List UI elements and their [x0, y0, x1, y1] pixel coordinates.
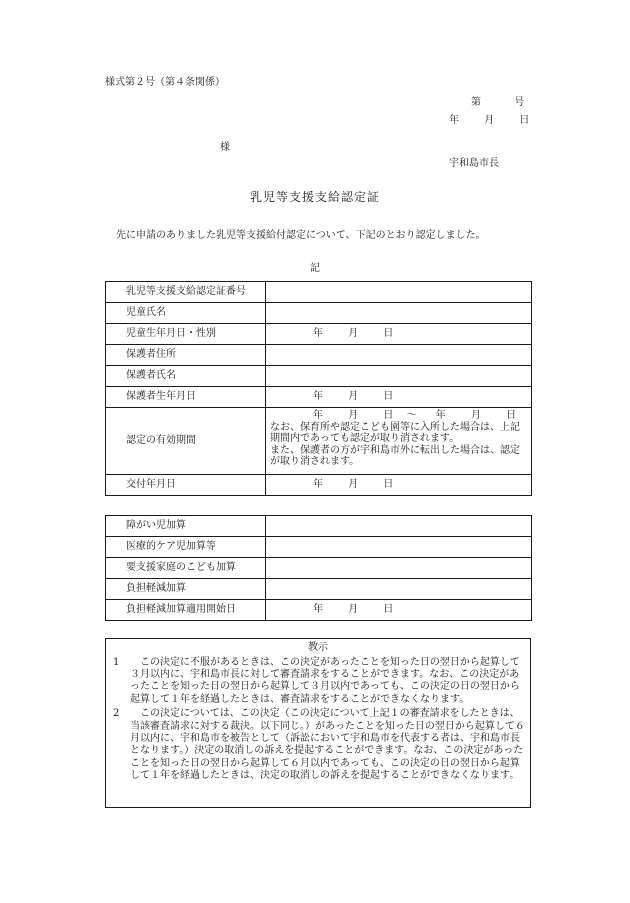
- issuer: 宇和島市長: [449, 158, 499, 169]
- guardian-address-value: [266, 345, 532, 366]
- date-month: 月: [470, 410, 481, 421]
- date-month: 月: [348, 390, 359, 402]
- burden-reduction-value: [266, 579, 532, 600]
- kyoji-title: 教示: [308, 642, 328, 653]
- medical-care-addition-value: [266, 537, 532, 558]
- kyoji-item-number: 1: [113, 656, 120, 668]
- certificate-number-value: [266, 282, 532, 303]
- guardian-birthdate-value: [266, 387, 532, 408]
- date-year: 年: [313, 390, 323, 402]
- row-label: 保護者住所: [106, 345, 266, 366]
- table-row: [106, 303, 532, 324]
- certificate-table: [105, 281, 532, 496]
- table-row: [106, 282, 532, 303]
- date-placeholder: [313, 604, 393, 617]
- table-row: [106, 345, 532, 366]
- doc-date-year: 年: [449, 115, 459, 126]
- date-year: 年: [313, 410, 323, 421]
- ki-label: 記: [310, 263, 320, 274]
- child-name-value: [266, 303, 532, 324]
- date-day: 日: [383, 603, 394, 615]
- validity-value: [266, 408, 532, 475]
- row-label: 交付年月日: [106, 475, 266, 496]
- table-row: [106, 537, 532, 558]
- date-month: 月: [348, 327, 359, 339]
- date-year: 年: [313, 603, 323, 615]
- table-row: [106, 408, 532, 475]
- addressee-suffix: 様: [220, 142, 230, 153]
- table-row: [106, 558, 532, 579]
- table-row: [106, 366, 532, 387]
- disability-addition-value: [266, 516, 532, 537]
- validity-dates: [270, 410, 527, 422]
- issue-date-value: [266, 475, 532, 496]
- kyoji-item-number: 2: [113, 708, 120, 720]
- validity-note-1: なお、保育所や認定こども園等に入所した場合は、上記期間内であっても認定が取り消されます。: [270, 421, 520, 445]
- guardian-name-value: [266, 366, 532, 387]
- date-month: 月: [348, 478, 359, 490]
- kyoji-item-1: [106, 657, 530, 707]
- date-year: 年: [435, 410, 446, 421]
- burden-reduction-start-value: [266, 600, 532, 621]
- doc-date-day: 日: [519, 115, 530, 126]
- doc-no-prefix: 第: [471, 97, 481, 108]
- date-year: 年: [313, 478, 323, 490]
- table-row: [106, 475, 532, 496]
- row-label: 児童氏名: [106, 303, 266, 324]
- row-label: 医療的ケア児加算等: [106, 537, 266, 558]
- date-day: 日: [383, 478, 394, 490]
- date-placeholder: [313, 328, 393, 341]
- document-number: [471, 97, 524, 110]
- date-day: 日: [383, 410, 394, 421]
- kyoji-item-text: この決定については、この決定（この決定について上記１の審査請求をしたときは、当該審査請求に対する裁決。以下同じ。）があったことを知った日の翌日から起算して６月以内に、宇和島市を被告として（訴訟において宇和島市を代表する者は、宇和島市長となります。）決定の取消しの訴えを提起することができます。なお、この決定があったことを知った日の翌日から起算して６月以内であっても、この決定の日の翌日から起算して１年を経過したときは、決定の取消しの訴えを提起することができなくなります。: [130, 708, 525, 782]
- date-month: 月: [348, 603, 359, 615]
- row-label: 児童生年月日・性別: [106, 324, 266, 345]
- table-row: [106, 324, 532, 345]
- date-placeholder: [313, 391, 393, 404]
- kyoji-box: [105, 638, 531, 808]
- date-day: 日: [506, 410, 517, 421]
- table-row: [106, 516, 532, 537]
- row-label: 障がい児加算: [106, 516, 266, 537]
- row-label: 負担軽減加算: [106, 579, 266, 600]
- table-row: [106, 579, 532, 600]
- table-row: [106, 387, 532, 408]
- doc-no-suffix: 号: [514, 97, 525, 108]
- validity-block: [266, 408, 531, 470]
- intro-text: 先に申請のありました乳児等支援給付認定について、下記のとおり認定しました。: [116, 230, 486, 241]
- date-year: 年: [313, 327, 323, 339]
- additions-table: [105, 515, 532, 621]
- kyoji-item-2: [106, 708, 530, 782]
- form-number: 様式第２号（第４条関係）: [105, 77, 225, 88]
- row-label: 保護者生年月日: [106, 387, 266, 408]
- date-day: 日: [383, 327, 394, 339]
- row-label: 要支援家庭のこども加算: [106, 558, 266, 579]
- row-label: 乳児等支援支給認定証番号: [106, 282, 266, 303]
- document-title: 乳児等支援支給認定証: [249, 190, 380, 204]
- range-separator: ～: [406, 410, 417, 421]
- row-label: 認定の有効期間: [106, 408, 266, 475]
- row-label: 負担軽減加算適用開始日: [106, 600, 266, 621]
- date-month: 月: [348, 410, 359, 421]
- validity-note-2: また、保護者の方が宇和島市外に転出した場合は、認定が取り消されます。: [270, 444, 520, 468]
- row-label: 保護者氏名: [106, 366, 266, 387]
- kyoji-item-text: この決定に不服があるときは、この決定があったことを知った日の翌日から起算して３月以内に、宇和島市長に対して審査請求をすることができます。なお、この決定があったことを知った日の翌日から起算して３月以内であっても、この決定の日の翌日から起算して１年を経過したときは、審査請求をすることができなくなります。: [130, 656, 520, 705]
- document-date: [449, 115, 529, 128]
- date-day: 日: [383, 390, 394, 402]
- support-family-addition-value: [266, 558, 532, 579]
- doc-date-month: 月: [484, 115, 495, 126]
- table-row: [106, 600, 532, 621]
- date-placeholder: [313, 479, 393, 492]
- child-birthdate-value: [266, 324, 532, 345]
